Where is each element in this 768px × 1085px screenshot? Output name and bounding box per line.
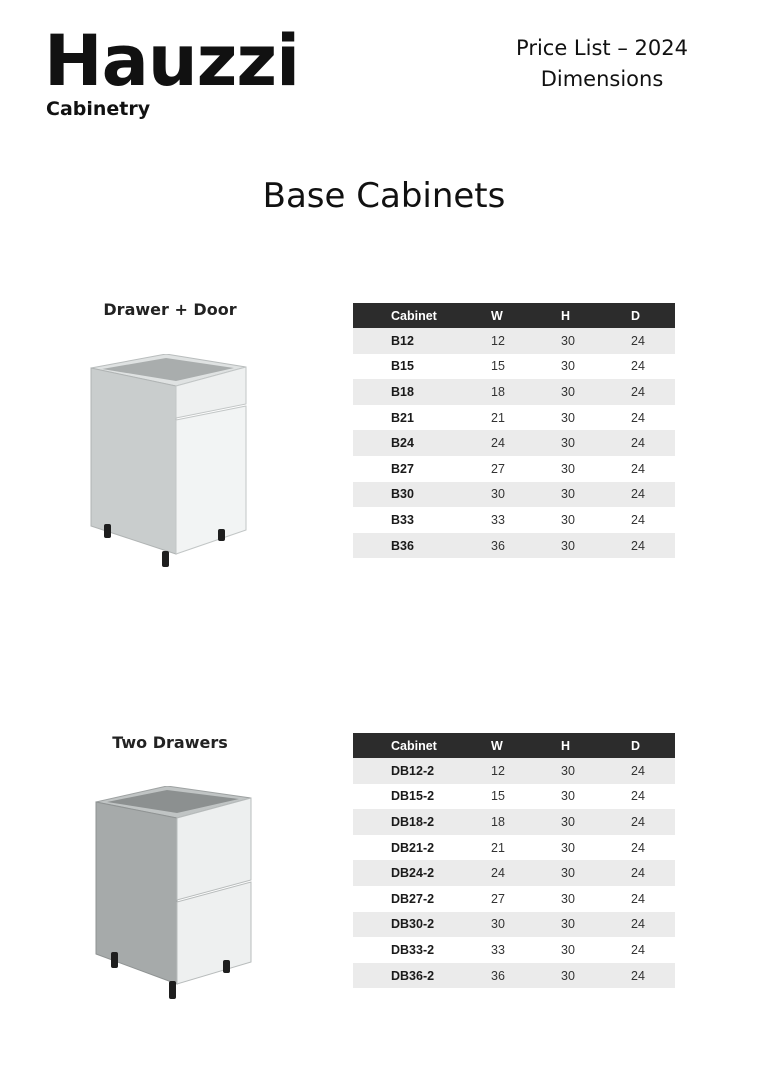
cell-d: 24 (631, 963, 675, 989)
cell-h: 30 (561, 963, 631, 989)
cell-cabinet: B21 (353, 405, 491, 431)
cell-w: 30 (491, 912, 561, 938)
two-drawers-table (353, 733, 675, 988)
cell-h: 30 (561, 430, 631, 456)
col-w: W (491, 303, 561, 328)
cell-w: 12 (491, 328, 561, 354)
table-row (353, 937, 675, 963)
cell-h: 30 (561, 379, 631, 405)
cell-h: 30 (561, 835, 631, 861)
cell-cabinet: B12 (353, 328, 491, 354)
table-row (353, 963, 675, 989)
cell-d: 24 (631, 758, 675, 784)
cell-d: 24 (631, 835, 675, 861)
cell-cabinet: B27 (353, 456, 491, 482)
cell-d: 24 (631, 405, 675, 431)
table-row (353, 809, 675, 835)
cell-cabinet: DB21-2 (353, 835, 491, 861)
col-cabinet: Cabinet (353, 303, 491, 328)
cell-d: 24 (631, 860, 675, 886)
table-header-row (353, 303, 675, 328)
cell-cabinet: B24 (353, 430, 491, 456)
cell-d: 24 (631, 809, 675, 835)
table-row (353, 860, 675, 886)
col-h: H (561, 733, 631, 758)
cell-w: 21 (491, 405, 561, 431)
cell-cabinet: DB36-2 (353, 963, 491, 989)
table-row (353, 784, 675, 810)
col-d: D (631, 733, 675, 758)
table-row (353, 328, 675, 354)
cell-w: 15 (491, 354, 561, 380)
table-row (353, 405, 675, 431)
cell-d: 24 (631, 482, 675, 508)
cell-w: 24 (491, 860, 561, 886)
cell-cabinet: B15 (353, 354, 491, 380)
cell-h: 30 (561, 860, 631, 886)
drawer-door-table (353, 303, 675, 558)
table-row (353, 507, 675, 533)
cell-cabinet: B30 (353, 482, 491, 508)
cell-w: 27 (491, 456, 561, 482)
table-row (353, 430, 675, 456)
cell-d: 24 (631, 886, 675, 912)
header-dimensions: Dimensions (540, 67, 664, 91)
page-title: Base Cabinets (262, 176, 506, 216)
cell-cabinet: DB24-2 (353, 860, 491, 886)
cell-cabinet: B18 (353, 379, 491, 405)
cell-w: 33 (491, 937, 561, 963)
table-row (353, 886, 675, 912)
drawer-door-cabinet-image (88, 354, 250, 572)
cell-d: 24 (631, 784, 675, 810)
cell-cabinet: B33 (353, 507, 491, 533)
col-w: W (491, 733, 561, 758)
cell-cabinet: DB12-2 (353, 758, 491, 784)
section-label-two-drawers: Two Drawers (112, 733, 228, 752)
cell-d: 24 (631, 912, 675, 938)
cell-cabinet: B36 (353, 533, 491, 559)
cell-d: 24 (631, 533, 675, 559)
cell-w: 18 (491, 379, 561, 405)
cell-h: 30 (561, 784, 631, 810)
section-label-drawer-door: Drawer + Door (103, 300, 237, 319)
brand-logo (44, 20, 300, 120)
table-row (353, 456, 675, 482)
brand-subtitle: Cabinetry (46, 98, 151, 120)
cell-h: 30 (561, 886, 631, 912)
cell-w: 21 (491, 835, 561, 861)
cell-w: 30 (491, 482, 561, 508)
cell-w: 33 (491, 507, 561, 533)
col-h: H (561, 303, 631, 328)
cell-cabinet: DB15-2 (353, 784, 491, 810)
table-row (353, 533, 675, 559)
cell-h: 30 (561, 507, 631, 533)
cell-h: 30 (561, 533, 631, 559)
cell-d: 24 (631, 937, 675, 963)
table-row (353, 354, 675, 380)
cell-cabinet: DB30-2 (353, 912, 491, 938)
table-row (353, 379, 675, 405)
cell-w: 27 (491, 886, 561, 912)
cell-h: 30 (561, 328, 631, 354)
document-header (482, 33, 722, 95)
col-d: D (631, 303, 675, 328)
cell-cabinet: DB33-2 (353, 937, 491, 963)
cell-h: 30 (561, 937, 631, 963)
cell-w: 15 (491, 784, 561, 810)
cell-d: 24 (631, 507, 675, 533)
cell-h: 30 (561, 482, 631, 508)
cell-h: 30 (561, 405, 631, 431)
table-header-row (353, 733, 675, 758)
cell-d: 24 (631, 328, 675, 354)
cell-cabinet: DB27-2 (353, 886, 491, 912)
cell-d: 24 (631, 379, 675, 405)
cell-w: 18 (491, 809, 561, 835)
col-cabinet: Cabinet (353, 733, 491, 758)
header-price-list: Price List – 2024 (516, 36, 688, 60)
cell-cabinet: DB18-2 (353, 809, 491, 835)
cell-w: 24 (491, 430, 561, 456)
cell-h: 30 (561, 456, 631, 482)
table-row (353, 482, 675, 508)
cell-w: 36 (491, 963, 561, 989)
cell-d: 24 (631, 354, 675, 380)
cell-h: 30 (561, 758, 631, 784)
cell-w: 36 (491, 533, 561, 559)
cell-w: 12 (491, 758, 561, 784)
cell-h: 30 (561, 809, 631, 835)
cell-h: 30 (561, 912, 631, 938)
cell-d: 24 (631, 456, 675, 482)
cell-d: 24 (631, 430, 675, 456)
brand-name: Hauzzi (44, 20, 300, 102)
table-row (353, 835, 675, 861)
two-drawers-cabinet-image (93, 786, 255, 1004)
table-row (353, 758, 675, 784)
table-row (353, 912, 675, 938)
cell-h: 30 (561, 354, 631, 380)
